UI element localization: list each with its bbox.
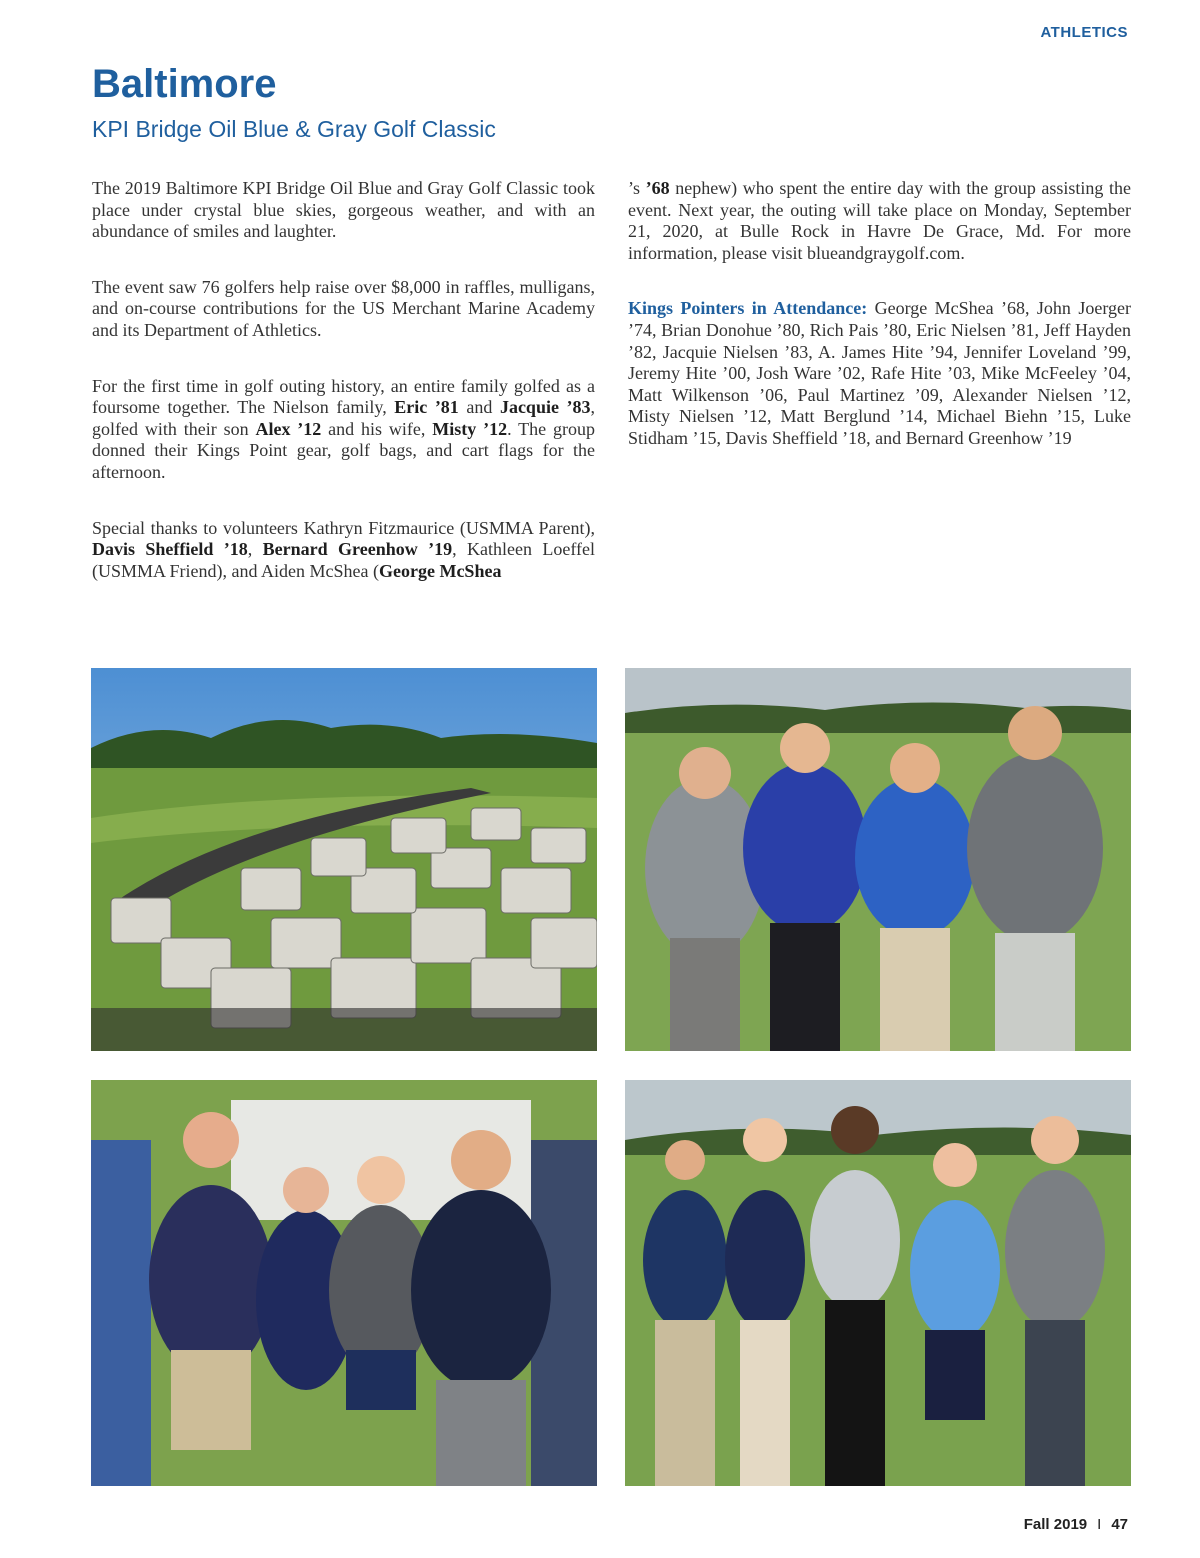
attendance-names: George McShea ’68, John Joerger ’74, Brian Donohue ’80, Rich Pais ’80, Eric Nielsen ’81, Jeff Hayden ’82, Jacquie Nielsen ’83, A. James Hite ’94, Jennifer Loveland ’99, Jeremy Hite ’00, Josh Ware ’02, Rafe Hite ’03, Mike McFeeley ’04, Matt Wilkenson ’06, Paul Martinez ’09, Alexander Nielsen ’12, Misty Nielsen ’12, Matt Berglund ’14, Michael Biehn ’15, Luke Stidham ’15, Davis Sheffield ’18, and Bernard Greenhow ’19 <box>628 298 1131 448</box>
article-subtitle: KPI Bridge Oil Blue & Gray Golf Classic <box>92 116 496 142</box>
photo-golf-carts <box>91 668 597 1051</box>
attendance-label: Kings Pointers in Attendance: <box>628 298 868 319</box>
paragraph-attendance <box>628 298 1131 449</box>
name-68: ’68 <box>645 178 670 198</box>
name-bernard: Bernard Greenhow ’19 <box>262 539 453 560</box>
name-davis: Davis Sheffield ’18 <box>92 539 248 560</box>
article-title: Baltimore <box>92 62 277 106</box>
photo-four-men <box>625 668 1131 1051</box>
paragraph-family: For the first time in golf outing history, an entire family golfed as a foursome together. The Nielson family, Eric ’81 and Jacquie ’83, golfed with their son Alex ’12 and his wife, Misty ’12. The group donned their Kings Point gear, golf bags, and cart flags for the afternoon. <box>92 375 596 482</box>
paragraph-volunteers-start: Special thanks to volunteers Kathryn Fitzmaurice (USMMA Parent), Davis Sheffield ’18, Bernard Greenhow ’19, Kathleen Loeffel (USMMA Friend), and Aiden McShea (George McShea <box>92 517 595 581</box>
photo-nielsen-family <box>91 1080 597 1486</box>
name-jacquie: Jacquie ’83 <box>499 397 591 418</box>
photo-six-golfers <box>625 1080 1131 1486</box>
page-number: 47 <box>1111 1516 1128 1533</box>
section-tag: ATHLETICS <box>1040 24 1128 41</box>
name-eric: Eric ’81 <box>394 397 459 418</box>
page-footer <box>1024 1516 1128 1533</box>
paragraph-fundraising: The event saw 76 golfers help raise over $8,000 in raffles, mulligans, and on-course contributions for the US Merchant Marine Academy and its Department of Athletics. <box>92 276 595 340</box>
name-george: George McShea <box>378 560 502 581</box>
paragraph-volunteers-end: ’s ’68 nephew) who spent the entire day with the group assisting the event. Next year, the outing will take place on Monday, September 21, 2020, at Bulle Rock in Havre De Grace, Md. For more information, please visit blueandgraygolf.com. <box>628 178 1131 263</box>
right-column <box>628 178 1131 484</box>
paragraph-intro: The 2019 Baltimore KPI Bridge Oil Blue and Gray Golf Classic took place under crystal blue skies, gorgeous weather, and with an abundance of smiles and laughter. <box>92 178 595 242</box>
left-column <box>92 178 595 582</box>
name-alex: Alex ’12 <box>255 418 322 439</box>
footer-separator: I <box>1097 1516 1102 1533</box>
issue-label: Fall 2019 <box>1023 1516 1088 1533</box>
name-misty: Misty ’12 <box>432 418 508 439</box>
